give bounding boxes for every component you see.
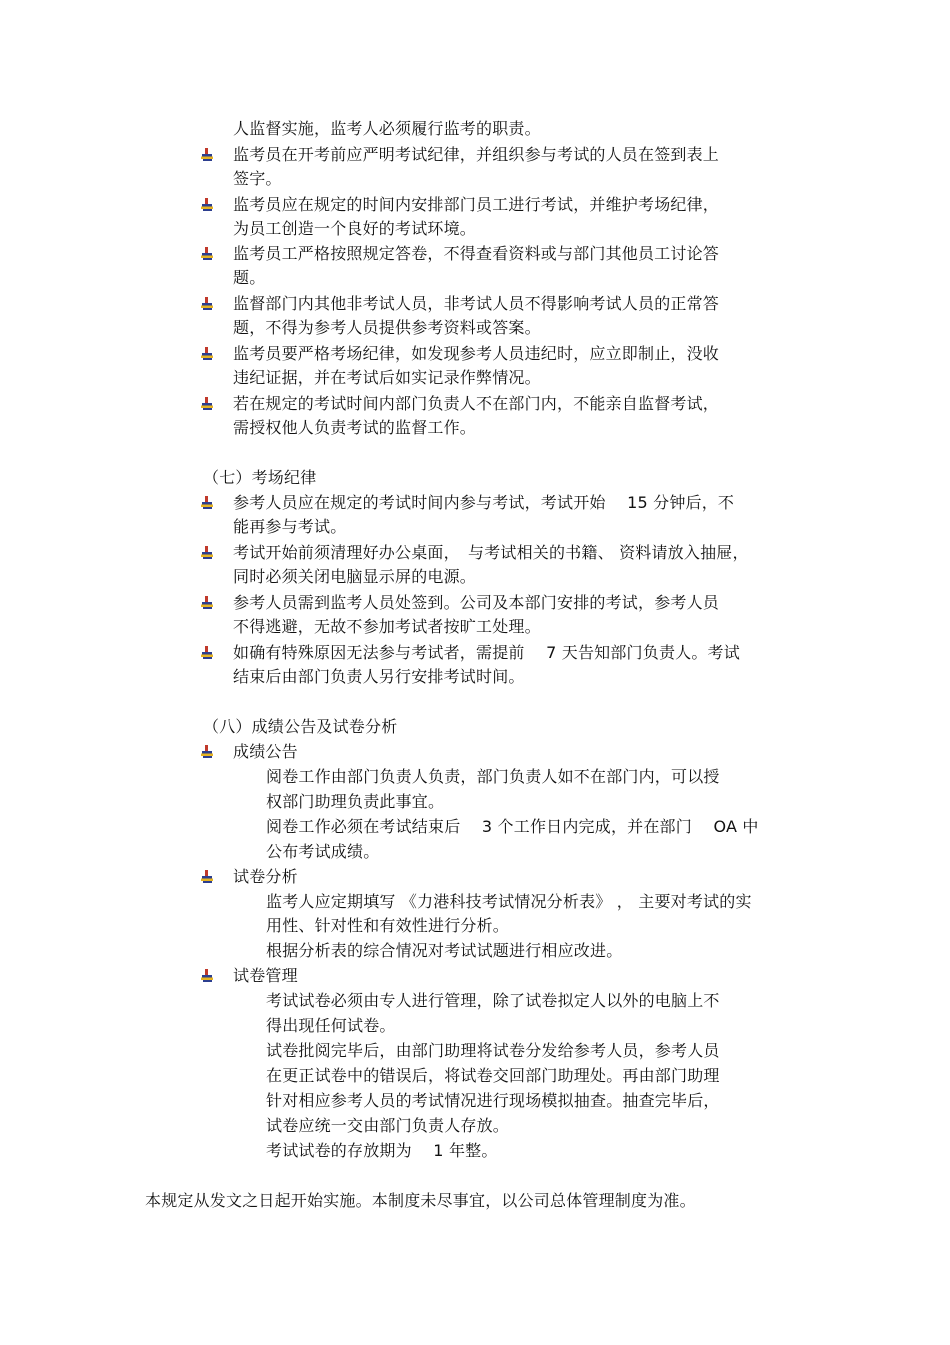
list-item-line: 能再参与考试。	[233, 517, 347, 536]
bullet-icon	[199, 869, 215, 885]
section-heading: （八）成绩公告及试卷分析	[203, 717, 398, 736]
list-item-line: 题。	[233, 268, 266, 287]
list-item-line: 签字。	[233, 169, 282, 188]
bullet-icon	[199, 246, 215, 262]
list-item-line: 监督部门内其他非考试人员，非考试人员不得影响考试人员的正常答	[233, 294, 720, 313]
subsection-title: 成绩公告	[233, 742, 298, 761]
list-item-line: 不得逃避，无故不参加考试者按旷工处理。	[233, 617, 541, 636]
subsection-title: 试卷分析	[233, 867, 298, 886]
bullet-icon	[199, 346, 215, 362]
subsection-title: 试卷管理	[233, 966, 298, 985]
list-item-line: 考试开始前须清理好办公桌面， 与考试相关的书籍、 资料请放入抽屉，	[233, 543, 749, 562]
list-item-line: 题，不得为参考人员提供参考资料或答案。	[233, 318, 541, 337]
paragraph-line: 用性、针对性和有效性进行分析。	[266, 916, 510, 935]
list-item-line: 监考员要严格考场纪律，如发现参考人员违纪时，应立即制止，没收	[233, 344, 720, 363]
bullet-icon	[199, 645, 215, 661]
list-item-line: 参考人员需到监考人员处签到。公司及本部门安排的考试，参考人员	[233, 593, 720, 612]
paragraph-line: 得出现任何试卷。	[266, 1016, 396, 1035]
list-item-line: 参考人员应在规定的考试时间内参与考试，考试开始 15 分钟后，不	[233, 493, 735, 512]
bullet-icon	[199, 595, 215, 611]
bullet-icon	[199, 495, 215, 511]
paragraph-line: 在更正试卷中的错误后，将试卷交回部门助理处。再由部门助理	[266, 1066, 720, 1085]
paragraph-line: 试卷应统一交由部门负责人存放。	[266, 1116, 510, 1135]
section-heading: （七）考场纪律	[203, 468, 317, 487]
paragraph-line: 试卷批阅完毕后，由部门助理将试卷分发给参考人员，参考人员	[266, 1041, 720, 1060]
paragraph-line: 公布考试成绩。	[266, 842, 380, 861]
bullet-icon	[199, 396, 215, 412]
bullet-icon	[199, 296, 215, 312]
paragraph-line: 权部门助理负责此事宜。	[266, 792, 445, 811]
list-item-line: 监考员应在规定的时间内安排部门员工进行考试，并维护考场纪律，	[233, 195, 720, 214]
paragraph-line: 监考人应定期填写 《力港科技考试情况分析表》 ， 主要对考试的实	[266, 892, 752, 911]
list-item-line: 若在规定的考试时间内部门负责人不在部门内，不能亲自监督考试，	[233, 394, 720, 413]
closing-statement: 本规定从发文之日起开始实施。本制度未尽事宜，以公司总体管理制度为准。	[145, 1191, 696, 1210]
paragraph-line: 阅卷工作必须在考试结束后 3 个工作日内完成，并在部门 OA 中	[266, 817, 759, 836]
paragraph-line: 考试试卷的存放期为 1 年整。	[266, 1141, 498, 1160]
intro-line: 人监督实施，监考人必须履行监考的职责。	[233, 119, 541, 138]
bullet-icon	[199, 197, 215, 213]
list-item-line: 违纪证据，并在考试后如实记录作弊情况。	[233, 368, 541, 387]
bullet-icon	[199, 147, 215, 163]
list-item-line: 为员工创造一个良好的考试环境。	[233, 219, 477, 238]
paragraph-line: 考试试卷必须由专人进行管理，除了试卷拟定人以外的电脑上不	[266, 991, 720, 1010]
paragraph-line: 根据分析表的综合情况对考试试题进行相应改进。	[266, 941, 623, 960]
list-item-line: 监考员工严格按照规定答卷，不得查看资料或与部门其他员工讨论答	[233, 244, 720, 263]
list-item-line: 需授权他人负责考试的监督工作。	[233, 418, 477, 437]
list-item-line: 如确有特殊原因无法参与考试者，需提前 7 天告知部门负责人。考试	[233, 643, 740, 662]
paragraph-line: 针对相应参考人员的考试情况进行现场模拟抽查。抽查完毕后，	[266, 1091, 720, 1110]
bullet-icon	[199, 545, 215, 561]
bullet-icon	[199, 968, 215, 984]
list-item-line: 同时必须关闭电脑显示屏的电源。	[233, 567, 477, 586]
list-item-line: 结束后由部门负责人另行安排考试时间。	[233, 667, 525, 686]
bullet-icon	[199, 744, 215, 760]
list-item-line: 监考员在开考前应严明考试纪律，并组织参与考试的人员在签到表上	[233, 145, 720, 164]
paragraph-line: 阅卷工作由部门负责人负责，部门负责人如不在部门内，可以授	[266, 767, 720, 786]
